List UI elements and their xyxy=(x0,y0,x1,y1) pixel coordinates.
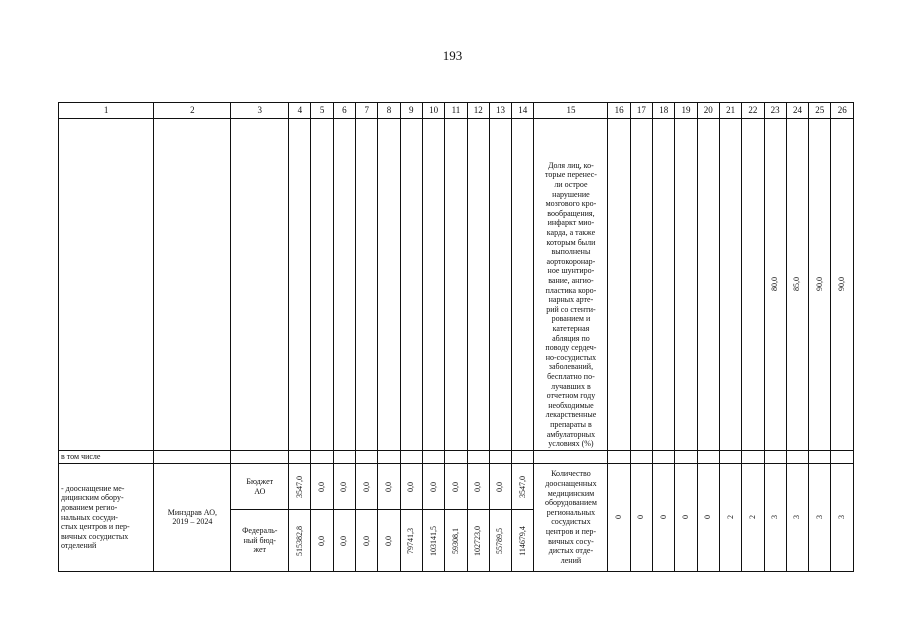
header-cell: 12 xyxy=(467,103,489,119)
amount-cell: 114679,4 xyxy=(512,510,534,572)
section-label: в том числе xyxy=(59,450,154,463)
indicator-description: Количество дооснащенных медицинским оборудованием региональных сосудистых центров и пер- вичных сосу- дистых отде- лений xyxy=(534,463,608,571)
header-cell: 13 xyxy=(489,103,511,119)
target-value: 0 xyxy=(675,463,697,571)
target-value: 3 xyxy=(809,463,831,571)
amount-cell: 3547,0 xyxy=(512,463,534,509)
amount-cell: 0,0 xyxy=(311,510,333,572)
column-number-row xyxy=(59,103,854,119)
header-cell: 11 xyxy=(445,103,467,119)
header-cell: 25 xyxy=(809,103,831,119)
target-value: 0 xyxy=(630,463,652,571)
target-value: 0 xyxy=(608,463,630,571)
header-cell: 20 xyxy=(697,103,719,119)
activity-name: - дооснащение ме- дицинским обору- дованием регио- нальных сосуди- стых центров и пер- вичных сосудистых отделений xyxy=(59,463,154,571)
executor-period: Минздрав АО, 2019 – 2024 xyxy=(154,463,231,571)
amount-cell: 0,0 xyxy=(445,463,467,509)
amount-cell: 3547,0 xyxy=(289,463,311,509)
funding-source-label: Бюджет АО xyxy=(231,463,289,509)
header-cell: 1 xyxy=(59,103,154,119)
header-cell: 9 xyxy=(400,103,422,119)
header-cell: 2 xyxy=(154,103,231,119)
header-cell: 15 xyxy=(534,103,608,119)
amount-cell: 103141,5 xyxy=(422,510,444,572)
budget-ao-row xyxy=(59,463,854,509)
header-cell: 10 xyxy=(422,103,444,119)
header-cell: 22 xyxy=(742,103,764,119)
amount-cell: 0,0 xyxy=(489,463,511,509)
section-row xyxy=(59,450,854,463)
indicator-description: Доля лиц, ко- торые перенес- ли острое нарушение мозгового кро- вообращения, инфаркт мио- карда, а также которым были выполнены аортокоронар- ное шунтиро- вание, ангио- пластика коро- нарных арте- рий со стенти- рованием и катетерная абляция по поводу сердеч- но-сосудистых заболеваний, бесплатно по- лучавших в отчетном году необходимые лекарственные препараты в амбулаторных условиях (%) xyxy=(534,119,608,451)
header-cell: 17 xyxy=(630,103,652,119)
amount-cell: 0,0 xyxy=(378,463,400,509)
target-value: 0 xyxy=(697,463,719,571)
header-cell: 18 xyxy=(653,103,675,119)
header-cell: 4 xyxy=(289,103,311,119)
amount-cell: 102723,0 xyxy=(467,510,489,572)
amount-cell: 0,0 xyxy=(378,510,400,572)
header-cell: 14 xyxy=(512,103,534,119)
target-value: 80,0 xyxy=(764,119,786,451)
amount-cell: 0,0 xyxy=(467,463,489,509)
header-cell: 8 xyxy=(378,103,400,119)
indicator-continuation-row xyxy=(59,119,854,451)
target-value: 85,0 xyxy=(786,119,808,451)
header-cell: 24 xyxy=(786,103,808,119)
header-cell: 16 xyxy=(608,103,630,119)
header-cell: 19 xyxy=(675,103,697,119)
amount-cell: 0,0 xyxy=(422,463,444,509)
funding-source-label: Федераль- ный бюд- жет xyxy=(231,510,289,572)
amount-cell: 79741,3 xyxy=(400,510,422,572)
target-value: 3 xyxy=(764,463,786,571)
amount-cell: 0,0 xyxy=(356,463,378,509)
amount-cell: 0,0 xyxy=(333,463,355,509)
target-value: 90,0 xyxy=(831,119,854,451)
target-value: 90,0 xyxy=(809,119,831,451)
header-cell: 21 xyxy=(719,103,741,119)
amount-cell: 0,0 xyxy=(333,510,355,572)
amount-cell: 0,0 xyxy=(311,463,333,509)
header-cell: 7 xyxy=(356,103,378,119)
page-number: 193 xyxy=(442,48,463,63)
target-value: 2 xyxy=(742,463,764,571)
amount-cell: 55789,5 xyxy=(489,510,511,572)
target-value: 3 xyxy=(786,463,808,571)
header-cell: 26 xyxy=(831,103,854,119)
header-cell: 5 xyxy=(311,103,333,119)
amount-cell: 515382,8 xyxy=(289,510,311,572)
target-value: 2 xyxy=(719,463,741,571)
header-cell: 6 xyxy=(333,103,355,119)
amount-cell: 0,0 xyxy=(400,463,422,509)
amount-cell: 59308,1 xyxy=(445,510,467,572)
amount-cell: 0,0 xyxy=(356,510,378,572)
header-cell: 23 xyxy=(764,103,786,119)
header-cell: 3 xyxy=(231,103,289,119)
target-value: 0 xyxy=(653,463,675,571)
budget-table xyxy=(58,102,854,572)
target-value: 3 xyxy=(831,463,854,571)
